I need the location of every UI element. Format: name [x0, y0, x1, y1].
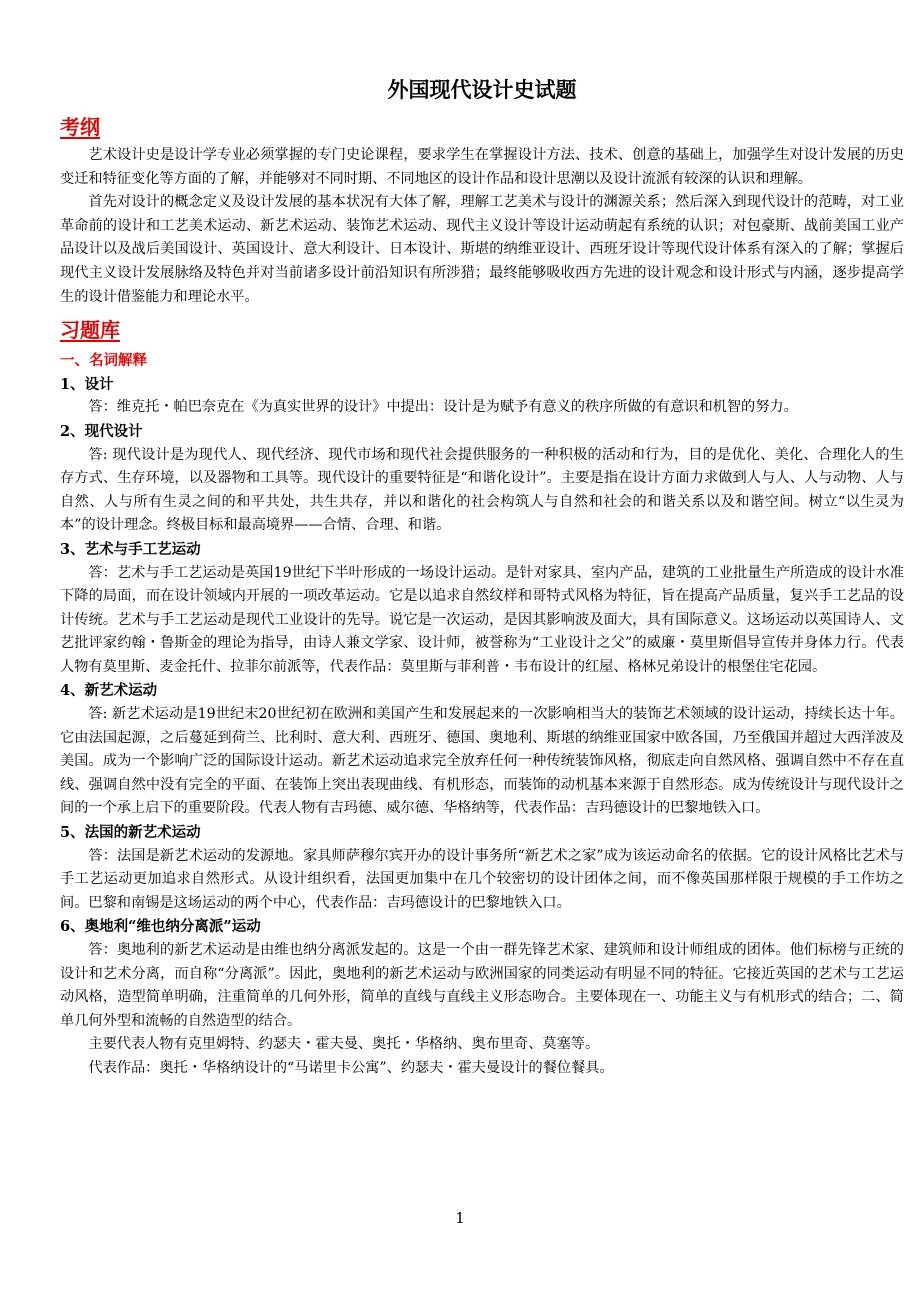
term-entry — [60, 821, 904, 915]
term-answer: 答：维克托・帕巴奈克在《为真实世界的设计》中提出：设计是为赋予有意义的秩序所做的有意识和机智的努力。 — [88, 399, 798, 416]
term-title: 5、法国的新艺术运动 — [60, 824, 201, 842]
term-answer: 答：艺术与手工艺运动是英国19世纪下半叶形成的一场设计运动。是针对家具、室内产品，建筑的工业批量生产所造成的设计水准下降的局面，而在设计领域内开展的一项改革运动。它是以追求自然纹样和哥特式风格为特征，旨在提高产品质量，复兴手工艺品的设计传统。艺术与手工艺运动是现代工业设计的先导。说它是一次运动，是因其影响波及面大，具有国际意义。这场运动以英国诗人、文艺批评家约翰・鲁斯金的理论为指导，由诗人兼文学家、设计师，被誉称为“工业设计之父”的威廉・莫里斯倡导宣传并身体力行。代表人物有莫里斯、麦金托什、拉菲尔前派等，代表作品：莫里斯与菲利普・韦布设计的红屋、格林兄弟设计的根堡住宅花园。 — [60, 564, 904, 675]
term-answer: 答：法国是新艺术运动的发源地。家具师萨穆尔宾开办的设计事务所“新艺术之家”成为该运动命名的依据。它的设计风格比艺术与手工艺运动更加追求自然形式。从设计组织看，法国更加集中在几个较密切的设计团体之间，而不像英国那样限于规模的手工作坊之间。巴黎和南锡是这场运动的两个中心，代表作品：吉玛德设计的巴黎地铁入口。 — [60, 847, 904, 911]
page-number: 1 — [455, 1209, 465, 1227]
term-title: 4、新艺术运动 — [60, 682, 158, 700]
term-title: 6、奥地利“维也纳分离派”运动 — [60, 918, 261, 936]
syllabus-paragraph: 艺术设计史是设计学专业必须掌握的专门史论课程，要求学生在掌握设计方法、技术、创意的基础上，加强学生对设计发展的历史变迁和特征变化等方面的了解，并能够对不同时期、不同地区的设计作品和设计思潮以及设计流派有较深的认识和理解。 — [60, 147, 904, 187]
term-answer-works: 代表作品：奥托・华格纳设计的“马诺里卡公寓”、约瑟夫・霍夫曼设计的餐位餐具。 — [88, 1059, 614, 1076]
syllabus-heading: 考纲 — [60, 115, 100, 139]
term-answer: 答: 现代设计是为现代人、现代经济、现代市场和现代社会提供服务的一种积极的活动和行为，目的是优化、美化、合理化人的生存方式、生存环境，以及器物和工具等。现代设计的重要特征是“和谐化设计”。主要是指在设计方面力求做到人与人、人与动物、人与自然、人与所有生灵之间的和平共处，共生共存，并以和谐化的社会构筑人与自然和社会的和谐关系以及和谐空间。树立“以生灵为本”的设计理念。终极目标和最高境界——合情、合理、和谐。 — [60, 446, 904, 534]
term-entry — [60, 679, 904, 821]
term-title: 3、艺术与手工艺运动 — [60, 540, 201, 558]
document-title: 外国现代设计史试题 — [387, 77, 577, 102]
term-entry — [60, 373, 904, 420]
document-page — [60, 68, 904, 1081]
term-title: 1、设计 — [60, 375, 114, 393]
term-title: 2、现代设计 — [60, 422, 143, 440]
term-answer: 答: 新艺术运动是19世纪末20世纪初在欧洲和美国产生和发展起来的一次影响相当大的装饰艺术领域的设计运动，持续长达十年。它由法国起源，之后蔓延到荷兰、比利时、意大利、西班牙、德国、奥地利、斯堪的纳维亚国家中欧各国，乃至俄国并超过大西洋波及美国。成为一个影响广泛的国际设计运动。新艺术运动追求完全放弃任何一种传统装饰风格，彻底走向自然风格、强调自然中不存在直线、强调自然中没有完全的平面、在装饰上突出表现曲线、有机形态，而装饰的动机基本来源于自然形态。成为传统设计与现代设计之间的一个承上启下的重要阶段。代表人物有吉玛德、威尔德、华格纳等，代表作品：吉玛德设计的巴黎地铁入口。 — [60, 706, 904, 817]
question-bank-heading: 习题库 — [60, 318, 120, 343]
term-entry — [60, 538, 904, 680]
term-entry — [60, 915, 904, 1080]
category-heading: 一、名词解释 — [60, 352, 147, 370]
syllabus-paragraph: 首先对设计的概念定义及设计发展的基本状况有大体了解，理解工艺美术与设计的渊源关系；然后深入到现代设计的范畴，对工业革命前的设计和工艺美术运动、新艺术运动、装饰艺术运动、现代主义设计等设计运动萌起有系统的认识；对包豪斯、战前美国工业产品设计以及战后美国设计、英国设计、意大利设计、日本设计、斯堪的纳维亚设计、西班牙设计等现代设计体系有深入的了解；掌握后现代主义设计发展脉络及特色并对当前诸多设计前沿知识有所涉猎；最终能够吸收西方先进的设计观念和设计形式与内涵，逐步提高学生的设计借鉴能力和理论水平。 — [60, 194, 904, 305]
term-answer-representatives: 主要代表人物有克里姆特、约瑟夫・霍夫曼、奥托・华格纳、奥布里奇、莫塞等。 — [88, 1036, 600, 1053]
term-entry — [60, 420, 904, 538]
term-answer: 答：奥地利的新艺术运动是由维也纳分离派发起的。这是一个由一群先锋艺术家、建筑师和设计师组成的团体。他们标榜与正统的设计和艺术分离，而自称“分离派”。因此，奥地利的新艺术运动与欧洲国家的同类运动有明显不同的特征。它接近英国的艺术与工艺运动风格，造型简单明确，注重简单的几何外形，简单的直线与直线主义形态吻合。主要体现在一、功能主义与有机形式的结合；二、简单几何外型和流畅的自然造型的结合。 — [60, 942, 904, 1029]
